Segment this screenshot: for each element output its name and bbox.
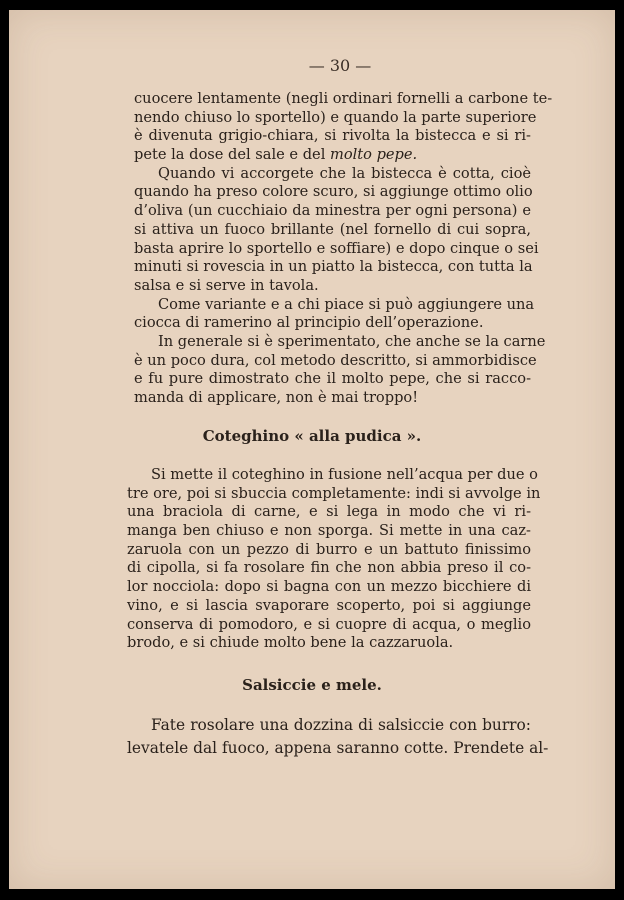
text-line: tre ore, poi si sbuccia completamente: indi si avvolge in [127,484,541,502]
recipe-text-bistecca [134,90,553,408]
section-heading-salsiccie: Salsiccie e mele. [242,676,382,694]
text-line: nendo chiuso lo sportello) e quando la parte superiore [134,108,537,126]
text-line: manga ben chiuso e non sporga. Si mette in una caz- [127,522,531,540]
text-line: In generale si è sperimentato, che anche se la carne [158,332,546,350]
text-line: salsa e si serve in tavola. [134,276,319,294]
text-line: conserva di pomodoro, e si cuopre di acqua, o meglio [127,615,531,633]
text-line: Quando vi accorgete che la bistecca è cotta, cioè [158,164,531,182]
text-line: quando ha preso colore scuro, si aggiunge ottimo olio [134,183,533,201]
text-line: si attiva un fuoco brillante (nel fornello di cui sopra, [134,220,531,238]
text-line: è un poco dura, col metodo descritto, si ammorbidisce [134,351,537,369]
text-line: lor nocciola: dopo si bagna con un mezzo bicchiere di [127,578,531,596]
text-line: è divenuta grigio-chiara, si rivolta la bistecca e si ri- [134,127,531,145]
text-fragment: pete la dose del sale e del [134,146,326,164]
text-line: manda di applicare, non è mai troppo! [134,389,419,406]
text-line: cuocere lentamente (negli ordinari fornelli a carbone te- [134,90,553,107]
text-line: Fate rosolare una dozzina di salsiccie con burro: [151,716,531,734]
italic-fragment: molto pepe. [330,146,418,164]
text-line-with-italic [134,146,531,165]
section-heading-coteghino: Coteghino « alla pudica ». [202,427,422,445]
text-line: basta aprire lo sportello e soffiare) e dopo cinque o sei [134,239,539,257]
text-line: levatele dal fuoco, appena saranno cotte. Prendete al- [127,739,549,757]
text-line: una braciola di carne, e si lega in modo che vi ri- [127,503,531,521]
text-line: d’oliva (un cucchiaio da minestra per ogni persona) e [134,202,531,220]
recipe-text-coteghino [127,466,541,653]
text-line: minuti si rovescia in un piatto la bistecca, con tutta la [134,258,533,276]
text-line: e fu pure dimostrato che il molto pepe, che si racco- [134,370,531,388]
recipe-text-salsiccie [127,714,549,760]
text-line: di cipolla, si fa rosolare fin che non abbia preso il co- [127,559,531,577]
text-line: brodo, e si chiude molto bene la cazzaruola. [127,634,454,652]
text-line: Come variante e a chi piace si può aggiungere una [158,295,535,313]
text-line: ciocca di ramerino al principio dell’operazione. [134,314,484,332]
text-line: vino, e si lascia svaporare scoperto, poi si aggiunge [127,596,531,614]
page-number: — 30 — [308,56,372,75]
text-line: Si mette il coteghino in fusione nell’acqua per due o [151,466,538,483]
book-page [9,10,615,889]
text-line: zaruola con un pezzo di burro e un battuto finissimo [127,540,531,558]
